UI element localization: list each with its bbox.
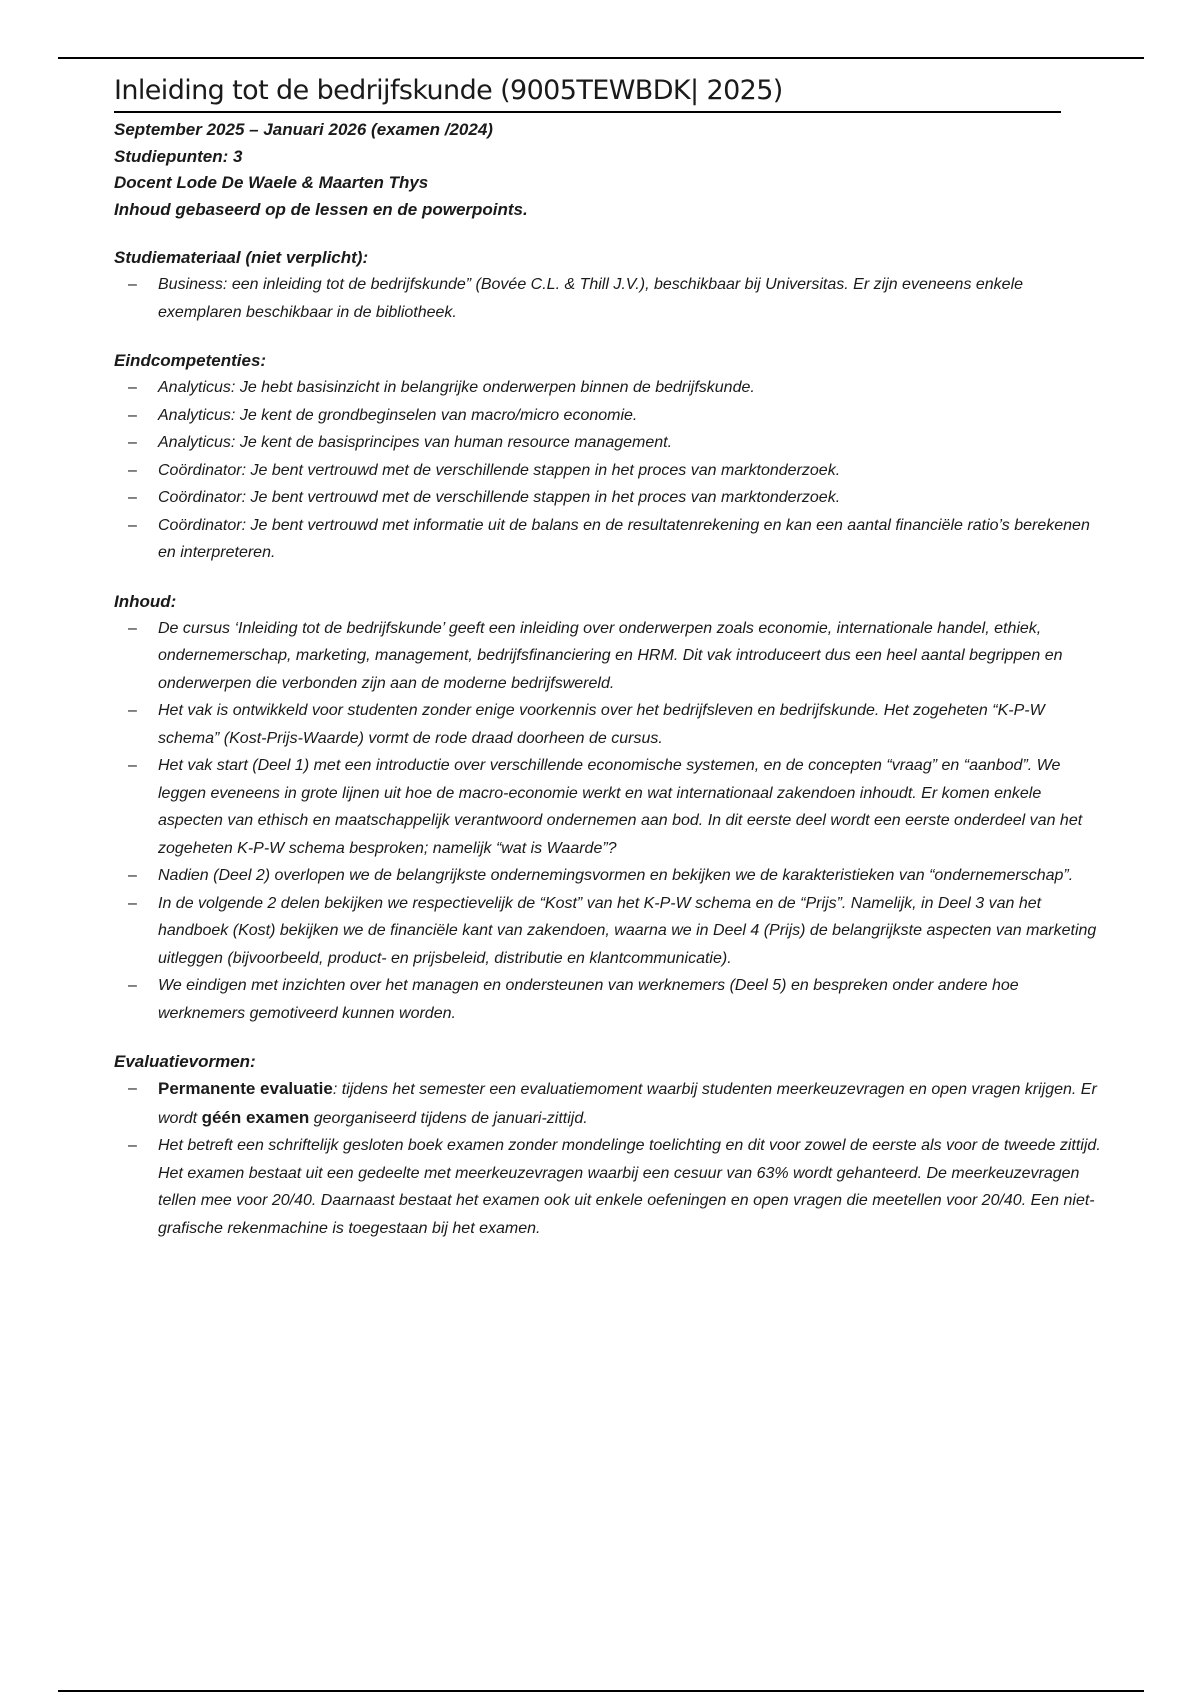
geen-examen-label: géén examen: [201, 1107, 310, 1127]
list-item: – Coördinator: Je bent vertrouwd met de verschillende stappen in het proces van marktonderzoek.: [114, 484, 1104, 512]
course-meta: [114, 117, 1104, 223]
dash-bullet: –: [128, 702, 137, 719]
dash-bullet: –: [128, 867, 137, 884]
bottom-rule: [58, 1690, 1144, 1692]
list-item: – Het vak is ontwikkeld voor studenten zonder enige voorkennis over het bedrijfsleven en bedrijfskunde. Het zogeheten “K-P-W schema” (Kost-Prijs-Waarde) vormt de rode draad doorheen de cursus.: [114, 697, 1104, 752]
eindcompetenties-list: [114, 374, 1104, 567]
section-heading: Studiemateriaal (niet verplicht):: [114, 248, 369, 267]
section-evaluatievormen: [114, 1049, 1104, 1242]
dash-bullet: –: [128, 461, 137, 479]
dash-bullet: –: [128, 1080, 137, 1097]
meta-content-basis: Inhoud gebaseerd op de lessen en de powerpoints.: [114, 199, 528, 219]
section-eindcompetenties: [114, 348, 1104, 567]
meta-credits: Studiepunten: 3: [114, 146, 243, 166]
dash-bullet: –: [128, 619, 137, 637]
dash-bullet: –: [128, 894, 137, 912]
list-item: – Het betreft een schriftelijk gesloten boek examen zonder mondelinge toelichting en dit voor zowel de eerste als voor de tweede zittijd. Het examen bestaat uit een gedeelte met meerkeuzevragen waarbij een cesuur van 63% wordt gehanteerd. De meerkeuzevragen tellen mee voor 20/40. Daarnaast bestaat het examen ook uit enkele oefeningen en open vragen die meetellen voor 20/40. Een niet-grafische rekenmachine is toegestaan bij het examen.: [114, 1132, 1104, 1242]
section-heading: Inhoud:: [114, 591, 177, 611]
studiemateriaal-list: [114, 271, 1104, 326]
meta-teachers: Docent Lode De Waele & Maarten Thys: [114, 173, 429, 192]
list-item: – Nadien (Deel 2) overlopen we de belangrijkste ondernemingsvormen en bekijken we de karakteristieken van “ondernemerschap”.: [114, 862, 1104, 890]
document-title: Inleiding tot de bedrijfskunde (9005TEWBDK| 2025): [114, 74, 1061, 113]
list-item: – Business: een inleiding tot de bedrijfskunde” (Bovée C.L. & Thill J.V.), beschikbaar bij Universitas. Er zijn eveneens enkele exemplaren beschikbaar in de bibliotheek.: [114, 271, 1104, 326]
dash-bullet: –: [128, 757, 137, 774]
list-item: – Coördinator: Je bent vertrouwd met de verschillende stappen in het proces van marktonderzoek.: [114, 457, 1104, 485]
list-item: – Analyticus: Je kent de basisprincipes van human resource management.: [114, 429, 1104, 457]
dash-bullet: –: [128, 379, 137, 396]
dash-bullet: –: [128, 434, 137, 451]
list-item: – Analyticus: Je kent de grondbeginselen van macro/micro economie.: [114, 402, 1104, 430]
section-heading: Evaluatievormen:: [114, 1052, 256, 1071]
section-heading: Eindcompetenties:: [114, 351, 267, 370]
permanente-evaluatie-label: Permanente evaluatie: [158, 1079, 333, 1098]
list-item: – Permanente evaluatie: tijdens het semester een evaluatiemoment waarbij studenten meerkeuzevragen en open vragen krijgen. Er wordt géén examen georganiseerd tijdens de januari-zittijd.: [114, 1075, 1104, 1132]
list-item: – We eindigen met inzichten over het managen en ondersteunen van werknemers (Deel 5) en bespreken onder andere hoe werknemers gemotiveerd kunnen worden.: [114, 972, 1104, 1027]
list-item: – Het vak start (Deel 1) met een introductie over verschillende economische systemen, en de concepten “vraag” en “aanbod”. We leggen eveneens in grote lijnen uit hoe de macro-economie werkt en wat internationaal zakendoen inhoudt. Er komen enkele aspecten van ethisch en maatschappelijk verantwoord ondernemen aan bod. In dit eerste deel wordt een eerste onderdeel van het zogeheten K-P-W schema besproken; namelijk “wat is Waarde”?: [114, 752, 1104, 862]
section-inhoud: [114, 589, 1104, 1028]
list-item: – Analyticus: Je hebt basisinzicht in belangrijke onderwerpen binnen de bedrijfskunde.: [114, 374, 1104, 402]
dash-bullet: –: [128, 1137, 137, 1154]
dash-bullet: –: [128, 516, 137, 534]
list-item: – In de volgende 2 delen bekijken we respectievelijk de “Kost” van het K-P-W schema en de “Prijs”. Namelijk, in Deel 3 van het handboek (Kost) bekijken we de financiële kant van zakendoen, waarna we in Deel 4 (Prijs) de belangrijkste aspecten van marketing uitleggen (bijvoorbeeld, product- en prijsbeleid, distributie en klantcommunicatie).: [114, 890, 1104, 973]
dash-bullet: –: [128, 406, 137, 424]
dash-bullet: –: [128, 276, 137, 293]
top-rule: [58, 57, 1144, 59]
inhoud-list: [114, 615, 1104, 1028]
meta-period: September 2025 – Januari 2026 (examen /2024): [114, 120, 493, 139]
document-body: [114, 74, 1104, 1242]
list-item: – Coördinator: Je bent vertrouwd met informatie uit de balans en de resultatenrekening en kan een aantal financiële ratio’s berekenen en interpreteren.: [114, 512, 1104, 567]
dash-bullet: –: [128, 489, 137, 506]
section-studiemateriaal: [114, 245, 1104, 326]
dash-bullet: –: [128, 977, 137, 994]
list-item: – De cursus ‘Inleiding tot de bedrijfskunde’ geeft een inleiding over onderwerpen zoals economie, internationale handel, ethiek, ondernemerschap, marketing, management, bedrijfsfinanciering en HRM. Dit vak introduceert dus een heel aantal begrippen en onderwerpen die verbonden zijn aan de moderne bedrijfswereld.: [114, 615, 1104, 698]
evaluatie-list: [114, 1075, 1104, 1242]
